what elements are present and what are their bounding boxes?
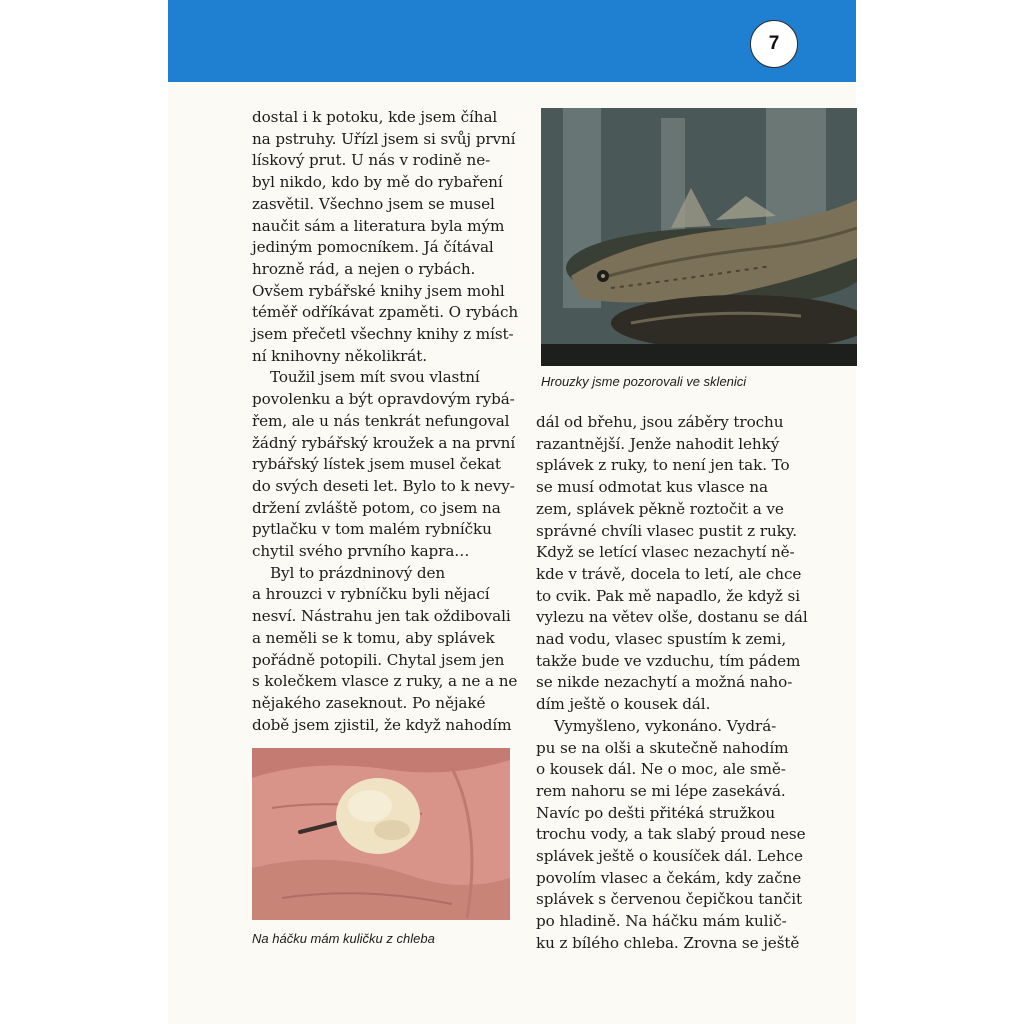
text-line: pytlačku v tom malém rybníčku <box>252 520 492 539</box>
text-line: chytil svého prvního kapra… <box>252 542 470 561</box>
text-line: nad vodu, vlasec spustím k zemi, <box>536 630 787 649</box>
book-page <box>168 0 856 1024</box>
text-line: nesví. Nástrahu jen tak oždibovali <box>252 607 511 626</box>
fish-photo-image <box>541 108 857 366</box>
fish-photo <box>541 108 857 366</box>
text-line: Ovšem rybářské knihy jsem mohl <box>252 281 505 300</box>
text-line: pu se na olši a skutečně nahodím <box>536 738 789 757</box>
text-line: lískový prut. U nás v rodině ne- <box>252 151 491 170</box>
bread-bait-photo-image <box>252 748 510 920</box>
text-line: dostal i k potoku, kde jsem číhal <box>252 108 498 126</box>
text-line: naučit sám a literatura byla mým <box>252 216 505 235</box>
text-line: splávek s červenou čepičkou tančit <box>536 890 803 909</box>
text-line: správné chvíli vlasec pustit z ruky. <box>536 521 797 540</box>
text-line: držení zvláště potom, co jsem na <box>252 498 501 517</box>
text-line: se nikde nezachytí a možná naho- <box>536 673 793 692</box>
text-line: povolím vlasec a čekám, kdy začne <box>536 868 802 887</box>
text-line: dím ještě o kousek dál. <box>536 695 711 714</box>
text-line: s kolečkem vlasce z ruky, a ne a ne <box>252 672 518 691</box>
text-line: Navíc po dešti přitéká stružkou <box>536 803 776 822</box>
bread-bait-photo-caption: Na háčku mám kuličku z chleba <box>252 931 435 946</box>
page-number: 7 <box>750 20 798 68</box>
text-line: Vymyšleno, vykonáno. Vydrá- <box>554 716 777 735</box>
text-line: řem, ale u nás tenkrát nefungoval <box>252 411 510 430</box>
text-line: kde v trávě, docela to letí, ale chce <box>536 564 802 583</box>
text-line: zem, splávek pěkně roztočit a ve <box>536 499 784 518</box>
text-line: zasvětil. Všechno jsem se musel <box>252 194 495 213</box>
text-line: Když se letící vlasec nezachytí ně- <box>536 543 795 562</box>
text-line: žádný rybářský kroužek a na první <box>252 433 516 452</box>
text-line: a hrouzci v rybníčku byli nějací <box>252 585 490 604</box>
text-line: do svých deseti let. Bylo to k nevy- <box>252 476 515 495</box>
text-line: jsem přečetl všechny knihy z míst- <box>252 325 514 344</box>
text-line: Toužil jsem mít svou vlastní <box>270 368 480 387</box>
text-line: vylezu na větev olše, dostanu se dál <box>536 608 808 627</box>
text-line: se musí odmotat kus vlasce na <box>536 478 768 497</box>
text-line: nějakého zaseknout. Po nějaké <box>252 693 486 712</box>
text-line: rem nahoru se mi lépe zasekává. <box>536 781 786 800</box>
text-line: takže bude ve vzduchu, tím pádem <box>536 651 801 670</box>
text-line: po hladině. Na háčku mám kulič- <box>536 912 787 931</box>
text-line: pořádně potopili. Chytal jsem jen <box>252 650 505 669</box>
text-line: rybářský lístek jsem musel čekat <box>252 455 501 474</box>
text-line: trochu vody, a tak slabý proud nese <box>536 825 806 844</box>
text-line: splávek z ruky, to není jen tak. To <box>536 456 790 475</box>
text-line: o kousek dál. Ne o moc, ale smě- <box>536 760 786 779</box>
text-line: hrozně rád, a nejen o rybách. <box>252 259 476 278</box>
text-line: razantnější. Jenže nahodit lehký <box>536 434 780 453</box>
text-line: době jsem zjistil, že když nahodím <box>252 715 512 734</box>
text-line: na pstruhy. Uřízl jsem si svůj první <box>252 129 516 148</box>
header-bar <box>168 0 856 82</box>
text-line: téměř odříkávat zpaměti. O rybách <box>252 303 519 322</box>
text-line: povolenku a být opravdovým rybá- <box>252 390 515 409</box>
text-line: jediným pomocníkem. Já čítával <box>252 238 494 257</box>
text-line: to cvik. Pak mě napadlo, že když si <box>536 586 801 605</box>
text-line: dál od břehu, jsou záběry trochu <box>536 413 784 431</box>
bread-bait-photo <box>252 748 510 920</box>
text-line: splávek ještě o kousíček dál. Lehce <box>536 847 803 866</box>
text-line: Byl to prázdninový den <box>270 563 446 582</box>
text-line: ku z bílého chleba. Zrovna se ještě <box>536 933 800 952</box>
text-line: a neměli se k tomu, aby splávek <box>252 628 495 647</box>
fish-photo-caption: Hrouzky jsme pozorovali ve sklenici <box>541 374 747 389</box>
text-line: ní knihovny několikrát. <box>252 346 427 365</box>
left-text-column <box>252 107 519 736</box>
text-line: byl nikdo, kdo by mě do rybaření <box>252 173 503 192</box>
right-text-column <box>536 412 808 955</box>
